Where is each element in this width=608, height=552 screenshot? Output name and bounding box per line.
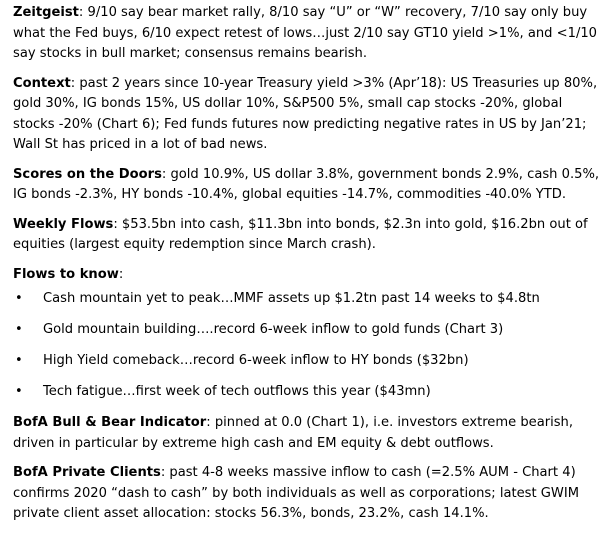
- flows-to-know-paragraph: [13, 265, 600, 286]
- weekly-flows-heading: Weekly Flows: [13, 216, 114, 232]
- zeitgeist-text: : 9/10 say bear market rally, 8/10 say “U” or “W” recovery, 7/10 say only buy what the Fed buys, 6/10 expect retest of lows…just 2/10 say GT10 yield >1%, and <1/10 say stocks in bull market; consensus remains bearish.: [13, 5, 598, 61]
- bullet-icon: •: [15, 322, 23, 337]
- flows-to-know-list: [13, 289, 600, 403]
- weekly-flows-text: : $53.5bn into cash, $11.3bn into bonds, $2.3n into gold, $16.2bn out of equities (largest equity redemption since March crash).: [13, 216, 588, 252]
- list-item-text: High Yield comeback…record 6-week inflow to HY bonds ($32bn): [43, 353, 469, 368]
- list-item-text: Gold mountain building….record 6-week inflow to gold funds (Chart 3): [43, 322, 504, 337]
- context-paragraph: [13, 74, 600, 156]
- list-item-text: Tech fatigue…first week of tech outflows this year ($43mn): [43, 384, 431, 399]
- list-item: [13, 351, 600, 372]
- bullet-icon: •: [15, 291, 23, 306]
- flows-to-know-colon: :: [118, 266, 124, 282]
- bullet-icon: •: [15, 353, 23, 368]
- zeitgeist-paragraph: [13, 3, 600, 65]
- bull-bear-heading: BofA Bull & Bear Indicator: [13, 415, 207, 430]
- private-clients-heading: BofA Private Clients: [13, 465, 161, 480]
- context-text: : past 2 years since 10-year Treasury yield >3% (Apr’18): US Treasuries up 80%, gold 30%, IG bonds 15%, US dollar 10%, S&P500 5%, small cap stocks -20%, global stocks -20% (Chart 6); Fed funds futures now predicting negative rates in US by Jan’21; Wall St has priced in a lot of bad news.: [13, 75, 598, 152]
- list-item: [13, 320, 600, 341]
- list-item-text: Cash mountain yet to peak…MMF assets up $1.2tn past 14 weeks to $4.8tn: [43, 291, 540, 306]
- scores-paragraph: [13, 165, 600, 206]
- zeitgeist-heading: Zeitgeist: [13, 5, 79, 20]
- scores-text: : gold 10.9%, US dollar 3.8%, government bonds 2.9%, cash 0.5%, IG bonds -2.3%, HY bonds -10.4%, global equities -14.7%, commodities -40.0% YTD.: [13, 166, 600, 202]
- private-clients-paragraph: [13, 463, 600, 525]
- flows-to-know-heading: Flows to know: [13, 266, 119, 282]
- private-clients-text: : past 4-8 weeks massive inflow to cash (=2.5% AUM - Chart 4) confirms 2020 “dash to cash” by both individuals as well as corporations; latest GWIM private client asset allocation: stocks 56.3%, bonds, 23.2%, cash 14.1%.: [13, 465, 580, 521]
- context-heading: Context: [13, 75, 71, 91]
- scores-heading: Scores on the Doors: [13, 166, 162, 182]
- bullet-icon: •: [15, 384, 23, 399]
- list-item: [13, 382, 600, 403]
- list-item: [13, 289, 600, 310]
- bull-bear-text: : pinned at 0.0 (Chart 1), i.e. investors extreme bearish, driven in particular by extreme high cash and EM equity & debt outflows.: [13, 415, 574, 451]
- bull-bear-paragraph: [13, 413, 600, 454]
- weekly-flows-paragraph: [13, 215, 600, 256]
